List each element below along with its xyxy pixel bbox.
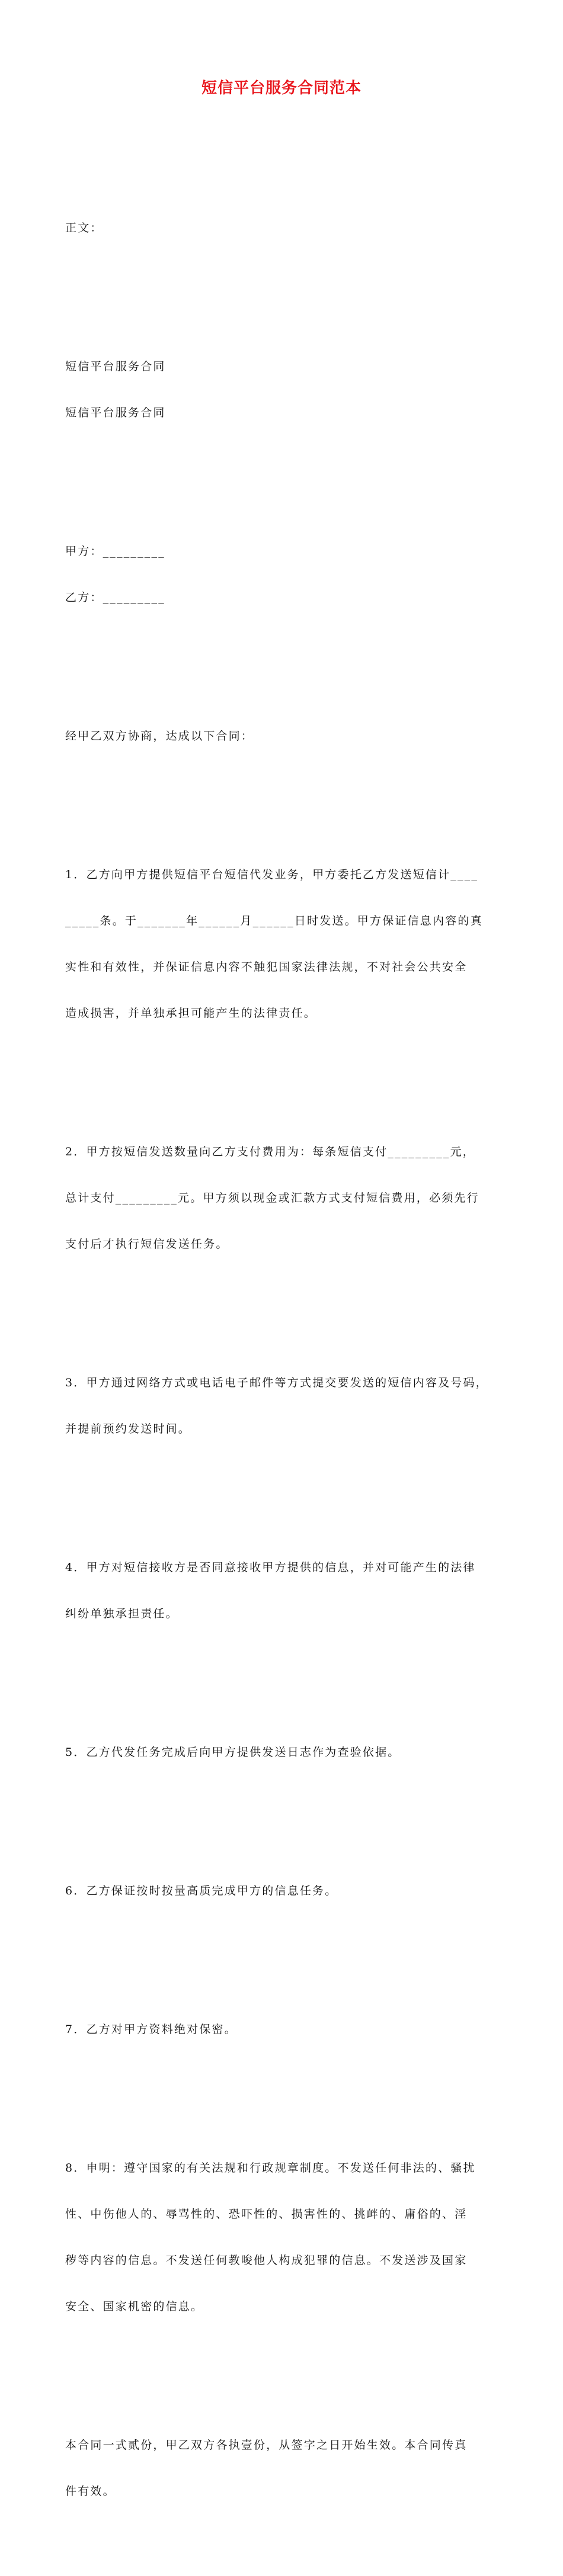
preamble-text: 经甲乙双方协商，达成以下合同： — [65, 730, 254, 743]
contract-heading — [65, 328, 501, 451]
intro-label — [65, 189, 501, 266]
party-b-line: 乙方：_________ — [65, 591, 165, 604]
intro-text: 正文： — [65, 221, 103, 235]
clause-4 — [65, 1529, 501, 1652]
clause-line: 总计支付_________元。甲方须以现金或汇款方式支付短信费用，必须先行 — [65, 1191, 479, 1205]
clause-line: 1．乙方向甲方提供短信平台短信代发业务，甲方委托乙方发送短信计____ — [65, 868, 479, 881]
clause-line: 秽等内容的信息。不发送任何教唆他人构成犯罪的信息。不发送涉及国家 — [65, 2254, 468, 2267]
clause-line: 8．申明：遵守国家的有关法规和行政规章制度。不发送任何非法的、骚扰 — [65, 2161, 476, 2174]
clause-line: 5．乙方代发任务完成后向甲方提供发送日志作为查验依据。 — [65, 1746, 401, 1759]
clause-3 — [65, 1344, 501, 1467]
clause-line: 实性和有效性，并保证信息内容不触犯国家法律法规，不对社会公共安全 — [65, 961, 468, 974]
clause-line: 4．甲方对短信接收方是否同意接收甲方提供的信息，并对可能产生的法律 — [65, 1561, 476, 1574]
heading-line: 短信平台服务合同 — [65, 360, 166, 373]
clause-line: 造成损害，并单独承担可能产生的法律责任。 — [65, 1007, 317, 1020]
clause-line: 并提前预约发送时间。 — [65, 1422, 191, 1435]
preamble — [65, 698, 501, 775]
clause-line: 6．乙方保证按时按量高质完成甲方的信息任务。 — [65, 1884, 338, 1897]
heading-line: 短信平台服务合同 — [65, 406, 166, 419]
document-title: 短信平台服务合同范本 — [201, 79, 362, 97]
party-a-line: 甲方：_________ — [65, 545, 165, 558]
clause-8 — [65, 2129, 501, 2345]
clause-line: 7．乙方对甲方资料绝对保密。 — [65, 2023, 237, 2036]
clause-6 — [65, 1852, 501, 1929]
clause-line: 纠纷单独承担责任。 — [65, 1607, 178, 1620]
document-body — [65, 159, 501, 2576]
parties-block — [65, 513, 501, 636]
closing-line: 本合同一式贰份，甲乙双方各执壹份，从签字之日开始生效。本合同传真 — [65, 2439, 468, 2452]
clause-line: 安全、国家机密的信息。 — [65, 2300, 204, 2313]
clause-line: 支付后才执行短信发送任务。 — [65, 1238, 229, 1251]
clause-line: 2．甲方按短信发送数量向乙方支付费用为：每条短信支付_________元， — [65, 1145, 475, 1158]
closing-line: 件有效。 — [65, 2485, 116, 2498]
clause-line: 3．甲方通过网络方式或电话电子邮件等方式提交要发送的短信内容及号码， — [65, 1376, 488, 1389]
clause-1 — [65, 836, 501, 1052]
clause-line: _____条。于_______年______月______日时发送。甲方保证信息内容的真 — [65, 914, 483, 927]
clause-2 — [65, 1113, 501, 1283]
clause-line: 性、中伤他人的、辱骂性的、恐吓性的、损害性的、挑衅的、庸俗的、淫 — [65, 2208, 468, 2221]
closing-statement — [65, 2407, 501, 2530]
clause-5 — [65, 1714, 501, 1791]
clause-7 — [65, 1991, 501, 2068]
